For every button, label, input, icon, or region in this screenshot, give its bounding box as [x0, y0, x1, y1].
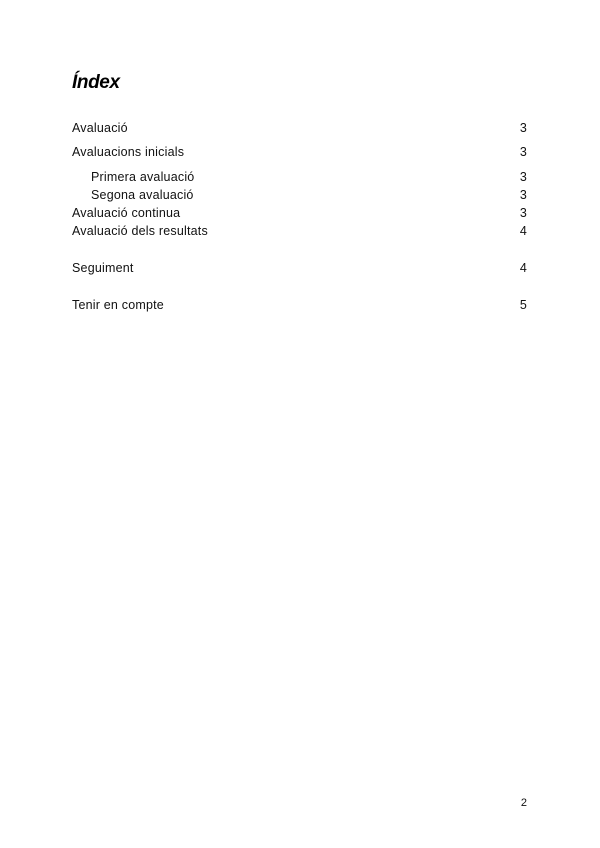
toc-entry-label: Segona avaluació [91, 188, 194, 202]
toc-entry-label: Avaluació dels resultats [72, 224, 208, 238]
toc-entry-label: Seguiment [72, 261, 134, 275]
toc-entry-page: 3 [519, 188, 527, 202]
toc-entry-avaluacio-continua[interactable] [72, 205, 527, 221]
toc-entry-avaluacions-inicials[interactable] [72, 144, 527, 160]
toc-entry-page: 4 [519, 224, 527, 238]
toc-entry-page: 3 [519, 206, 527, 220]
toc-entry-page: 5 [519, 298, 527, 312]
toc-entry-tenir-en-compte[interactable] [72, 297, 527, 313]
toc-entry-label: Tenir en compte [72, 298, 164, 312]
toc-entry-segona-avaluacio[interactable] [72, 187, 527, 203]
toc-entry-label: Avaluació continua [72, 206, 181, 220]
toc-entry-page: 3 [519, 121, 527, 135]
toc-entry-primera-avaluacio[interactable] [72, 169, 527, 185]
toc-entry-avaluacio-dels-resultats[interactable] [72, 223, 527, 239]
page-number: 2 [520, 797, 527, 809]
toc-entry-page: 3 [519, 145, 527, 159]
toc-entry-label: Primera avaluació [91, 170, 195, 184]
page-title: Índex [72, 72, 120, 93]
toc-entry-seguiment[interactable] [72, 260, 527, 276]
toc-entry-label: Avaluació [72, 121, 128, 135]
toc-entry-page: 4 [519, 261, 527, 275]
toc-entry-label: Avaluacions inicials [72, 145, 185, 159]
toc-entry-avaluacio[interactable] [72, 120, 527, 136]
toc-entry-page: 3 [519, 170, 527, 184]
